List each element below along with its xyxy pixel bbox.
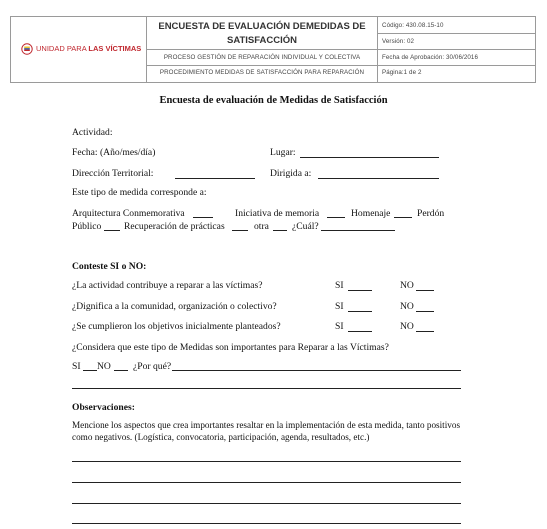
option-cual-line[interactable] <box>321 230 395 231</box>
dirigida-label: Dirigida a: <box>270 168 312 179</box>
direccion-line[interactable] <box>175 178 255 179</box>
logo <box>21 42 143 56</box>
header-title-line1: ENCUESTA DE EVALUACIÓN DEMEDIDAS DE <box>158 21 366 32</box>
question-no-line[interactable] <box>416 311 434 312</box>
question-no-label: NO <box>400 280 414 291</box>
importance-question: ¿Considera que este tipo de Medidas son importantes para Reparar a las Víctimas? <box>72 342 389 353</box>
question-si-label: SI <box>335 280 344 291</box>
question-text: ¿Se cumplieron los objetivos inicialmente planteados? <box>72 321 281 332</box>
questions-heading: Conteste SI o NO: <box>72 261 147 272</box>
importance-no-label: NO <box>97 361 111 372</box>
question-si-line[interactable] <box>348 331 372 332</box>
direccion-label: Dirección Territorial: <box>72 168 154 179</box>
header-code: Código: 430.08.15-10 <box>382 22 444 29</box>
option-recuperacion-line[interactable] <box>232 230 248 231</box>
option-arquitectura: Arquitectura Conmemorativa <box>72 208 185 219</box>
header-divider <box>146 49 535 50</box>
lugar-line[interactable] <box>300 157 439 158</box>
header-page: Página:1 de 2 <box>382 69 422 76</box>
option-iniciativa-line[interactable] <box>327 217 345 218</box>
fecha-label: Fecha: (Año/mes/día) <box>72 147 156 158</box>
observations-line[interactable] <box>72 523 461 524</box>
option-homenaje-line[interactable] <box>394 217 412 218</box>
option-publico-line[interactable] <box>104 230 120 231</box>
logo-text-bold: LAS VÍCTIMAS <box>88 44 142 53</box>
header-procedure: PROCEDIMIENTO MEDIDAS DE SATISFACCIÓN PARA REPARACIÓN <box>159 69 365 76</box>
observations-line[interactable] <box>72 503 461 504</box>
actividad-label: Actividad: <box>72 127 113 138</box>
question-si-label: SI <box>335 321 344 332</box>
header-approval-date: Fecha de Aprobación: 30/06/2016 <box>382 54 478 61</box>
option-otra: otra <box>254 221 269 232</box>
option-homenaje: Homenaje <box>351 208 391 219</box>
observations-line[interactable] <box>72 461 461 462</box>
observations-text-line2: como negativos. (Logística, convocatoria, participación, agenda, resultados, etc.) <box>72 432 370 442</box>
option-iniciativa: Iniciativa de memoria <box>235 208 320 219</box>
question-text: ¿La actividad contribuye a reparar a las víctimas? <box>72 280 263 291</box>
logo-text <box>36 44 141 53</box>
question-text: ¿Dignifica a la comunidad, organización o colectivo? <box>72 301 277 312</box>
header-title <box>147 20 377 48</box>
header-divider <box>377 33 535 34</box>
observations-heading: Observaciones: <box>72 402 135 413</box>
importance-si-line[interactable] <box>83 370 97 371</box>
dirigida-line[interactable] <box>318 178 439 179</box>
header-title-line2: SATISFACCIÓN <box>226 35 298 46</box>
question-si-label: SI <box>335 301 344 312</box>
option-cual: ¿Cuál? <box>292 221 319 232</box>
importance-si-label: SI <box>72 361 81 372</box>
option-recuperacion: Recuperación de prácticas <box>124 221 225 232</box>
option-perdon: Perdón <box>417 208 445 219</box>
question-no-label: NO <box>400 321 414 332</box>
importance-why-line[interactable] <box>172 370 461 371</box>
question-no-line[interactable] <box>416 331 434 332</box>
document-title: Encuesta de evaluación de Medidas de Satisfacción <box>159 95 388 106</box>
option-arquitectura-line[interactable] <box>193 217 213 218</box>
importance-why-label: ¿Por qué? <box>133 361 172 372</box>
header-divider <box>146 65 535 66</box>
option-otra-line[interactable] <box>273 230 287 231</box>
header-version: Versión: 02 <box>382 38 415 45</box>
observations-line[interactable] <box>72 482 461 483</box>
tipo-medida-label: Este tipo de medida corresponde a: <box>72 187 207 198</box>
observations-text-line1: Mencione los aspectos que crea importantes resaltar en la implementación de esta medida, tanto positivos <box>72 420 461 430</box>
document-header <box>10 16 536 83</box>
question-si-line[interactable] <box>348 311 372 312</box>
question-si-line[interactable] <box>348 290 372 291</box>
question-no-label: NO <box>400 301 414 312</box>
importance-no-line[interactable] <box>114 370 128 371</box>
question-no-line[interactable] <box>416 290 434 291</box>
lugar-label: Lugar: <box>270 147 296 158</box>
option-publico: Público <box>72 221 102 232</box>
importance-why-line[interactable] <box>72 388 461 389</box>
logo-text-normal: UNIDAD PARA <box>36 44 89 53</box>
colombia-crest-icon <box>21 43 33 55</box>
header-process: PROCESO GESTIÓN DE REPARACIÓN INDIVIDUAL Y COLECTIVA <box>163 54 361 61</box>
